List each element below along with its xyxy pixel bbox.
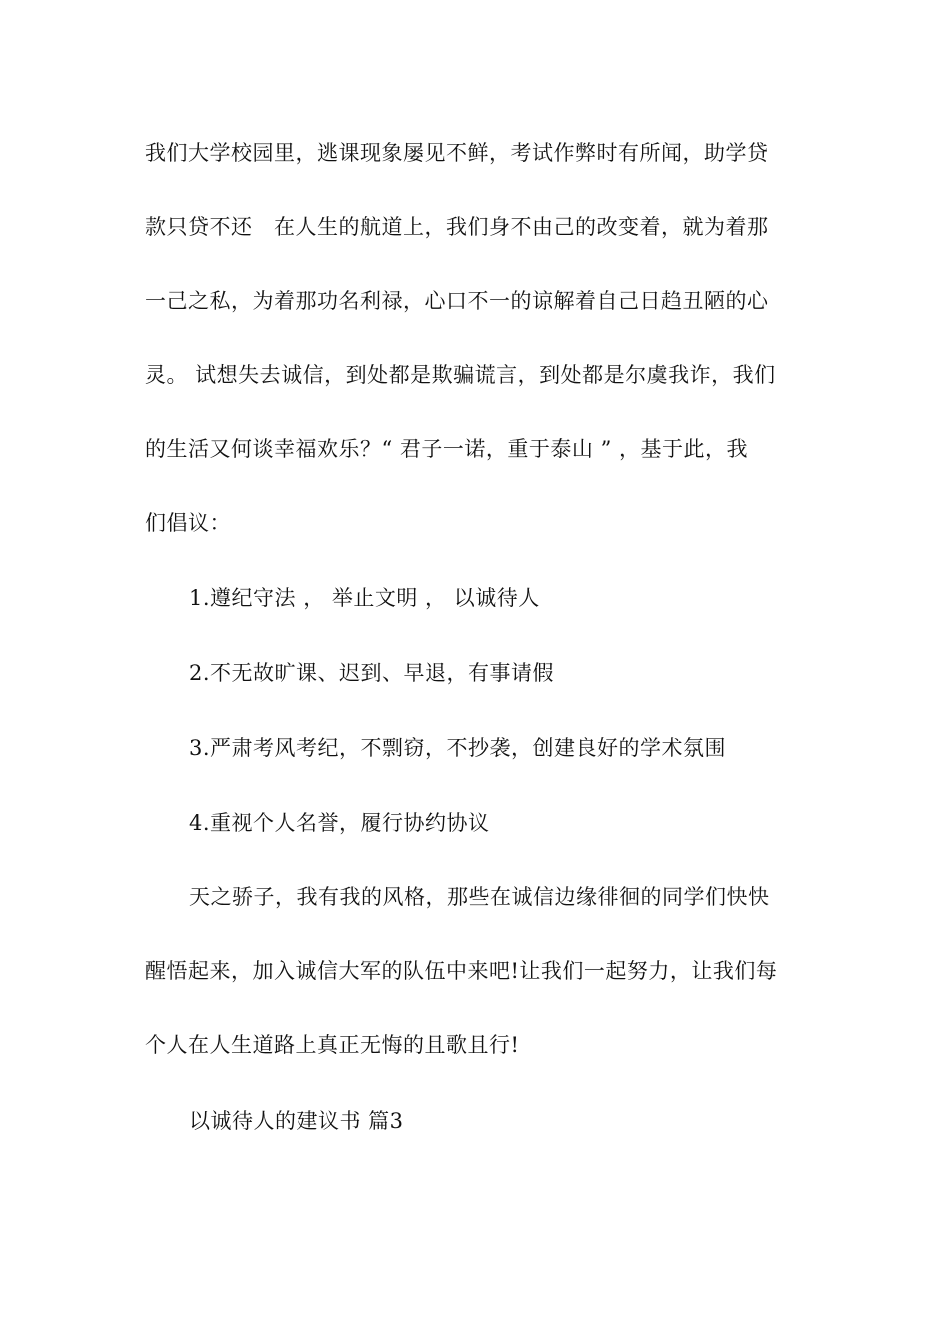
- list-item: 2.不无故旷课、迟到、早退，有事请假: [189, 661, 555, 685]
- paragraph-line: 灵。 试想失去诚信，到处都是欺骗谎言，到处都是尔虞我诈，我们: [145, 363, 776, 387]
- paragraph-line: 们倡议：: [145, 511, 231, 535]
- paragraph-line: 款只贷不还 在人生的航道上，我们身不由己的改变着，就为着那: [145, 215, 769, 239]
- closing-line: 个人在人生道路上真正无悔的且歌且行!: [145, 1033, 520, 1057]
- section-heading: 以诚待人的建议书 篇3: [189, 1109, 404, 1133]
- list-item: 4.重视个人名誉，履行协约协议: [189, 811, 490, 835]
- closing-line: 醒悟起来，加入诚信大军的队伍中来吧!让我们一起努力，让我们每: [145, 959, 778, 983]
- closing-line: 天之骄子，我有我的风格，那些在诚信边缘徘徊的同学们快快: [189, 885, 770, 909]
- paragraph-line: 一己之私，为着那功名利禄，心口不一的谅解着自己日趋丑陋的心: [145, 289, 769, 313]
- paragraph-line: 我们大学校园里，逃课现象屡见不鲜，考试作弊时有所闻，助学贷: [145, 141, 769, 165]
- list-item: 3.严肃考风考纪，不剽窃，不抄袭，创建良好的学术氛围: [189, 736, 727, 760]
- list-item: 1.遵纪守法 ， 举止文明 ， 以诚待人: [189, 586, 540, 610]
- paragraph-line: 的生活又何谈幸福欢乐？“ 君子一诺，重于泰山 ” ，基于此，我: [145, 437, 748, 461]
